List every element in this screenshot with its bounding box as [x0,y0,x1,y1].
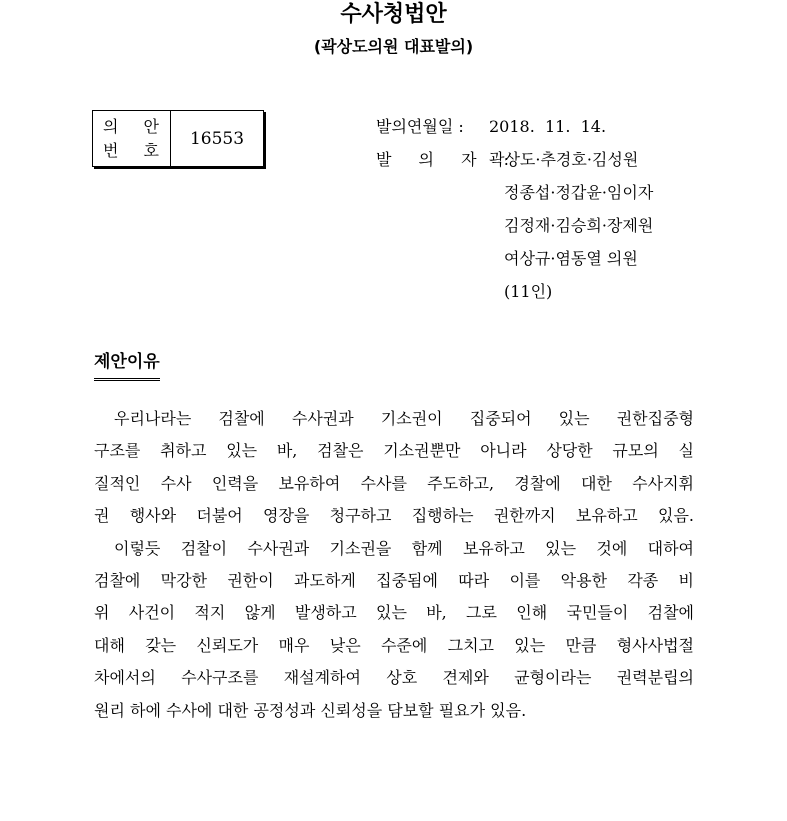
document-subtitle: (곽상도의원 대표발의) [313,37,474,56]
bill-label-top: 의 안 [103,116,169,136]
bill-number-value: 16553 [189,128,245,149]
proposal-reason-body [94,403,694,727]
body-line: 원리 하에 수사에 대한 공정성과 신뢰성을 담보할 필요가 있음. [94,700,527,720]
proposers-row [376,143,653,176]
proposal-date-value: 2018. 11. 14. [489,117,607,136]
body-line: 구조를 취하고 있는 바, 검찰은 기소권뿐만 아니라 상당한 규모의 실 [94,441,694,461]
bill-label-bottom: 번 호 [103,140,169,160]
bill-metadata [376,110,653,308]
proposers-label: 발 의 자 : [376,150,521,169]
body-line: 질적인 수사 인력을 보유하여 수사를 주도하고, 경찰에 대한 수사지휘 [94,473,694,493]
document-title: 수사청법안 [340,2,447,27]
proposers-line-3: 김정재·김승희·장제원 [504,216,654,235]
body-line: 이렇듯 검찰이 수사권과 기소권을 함께 보유하고 있는 것에 대하여 [114,538,694,558]
proposers-line-1: 곽상도·추경호·김성원 [489,150,639,169]
bill-number-box [92,110,264,167]
body-line: 위 사건이 적지 않게 발생하고 있는 바, 그로 인해 국민들이 검찰에 [94,603,694,623]
proposers-count: (11인) [504,282,553,301]
proposers-line-2: 정종섭·정갑윤·임이자 [504,183,654,202]
section-heading-reason: 제안이유 [94,350,160,381]
body-line: 우리나라는 검찰에 수사권과 기소권이 집중되어 있는 권한집중형 [114,409,694,428]
body-line: 검찰에 막강한 권한이 과도하게 집중됨에 따라 이를 악용한 각종 비 [94,570,694,590]
proposal-date-label: 발의연월일 : [376,117,464,136]
body-line: 대해 갖는 신뢰도가 매우 낮은 수준에 그치고 있는 만큼 형사사법절 [94,635,694,655]
body-line: 권 행사와 더불어 영장을 청구하고 집행하는 권한까지 보유하고 있음. [94,506,694,526]
proposers-line-4: 여상규·염동열 의원 [504,249,638,268]
body-line: 차에서의 수사구조를 재설계하여 상호 견제와 균형이라는 권력분립의 [94,668,694,688]
proposal-date-row [376,110,653,143]
bill-number-label [93,111,171,166]
